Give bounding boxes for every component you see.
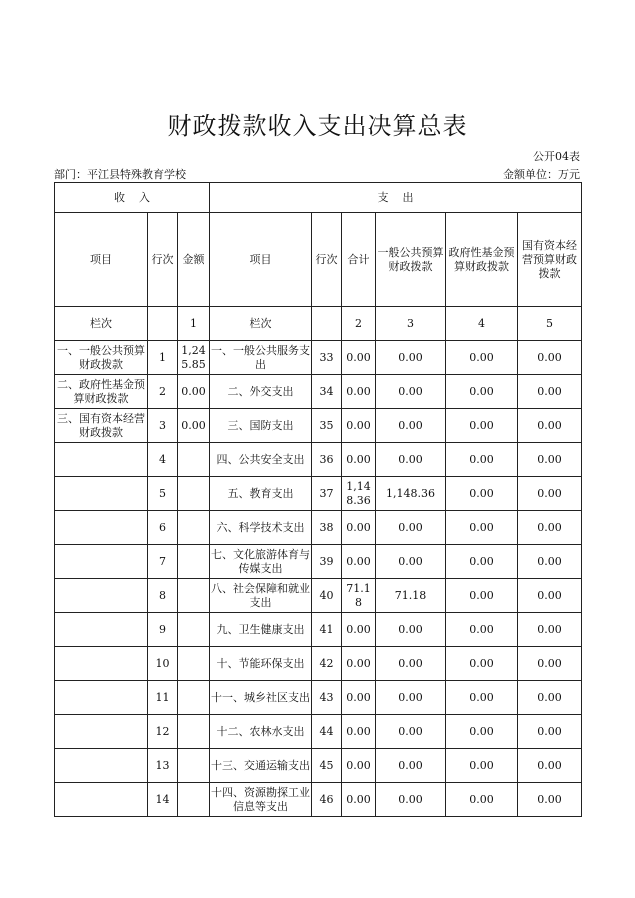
income-item [55, 715, 148, 749]
income-item: 二、政府性基金预算财政拨款 [55, 375, 148, 409]
income-amount [178, 715, 210, 749]
total-value: 0.00 [342, 613, 376, 647]
expense-item: 十、节能环保支出 [210, 647, 312, 681]
income-line: 7 [148, 545, 178, 579]
income-line: 8 [148, 579, 178, 613]
general-value: 0.00 [376, 443, 446, 477]
income-amount [178, 783, 210, 817]
income-amount [178, 545, 210, 579]
income-line: 14 [148, 783, 178, 817]
income-amount [178, 647, 210, 681]
table-row [55, 715, 582, 749]
income-amount [178, 511, 210, 545]
table-row [55, 409, 582, 443]
expense-item: 十二、农林水支出 [210, 715, 312, 749]
expense-item: 十三、交通运输支出 [210, 749, 312, 783]
general-value: 0.00 [376, 511, 446, 545]
col-line-expense: 行次 [312, 213, 342, 307]
expense-item: 八、社会保障和就业支出 [210, 579, 312, 613]
expense-line: 43 [312, 681, 342, 715]
table-row [55, 749, 582, 783]
page-title: 财政拨款收入支出决算总表 [167, 112, 468, 140]
col-number-blank [148, 307, 178, 341]
col-number-blank-2 [312, 307, 342, 341]
expense-item: 四、公共安全支出 [210, 443, 312, 477]
income-line: 11 [148, 681, 178, 715]
income-amount [178, 443, 210, 477]
fund-value: 0.00 [446, 647, 518, 681]
table-row [55, 783, 582, 817]
income-item [55, 749, 148, 783]
income-amount: 0.00 [178, 409, 210, 443]
income-line: 12 [148, 715, 178, 749]
fund-value: 0.00 [446, 749, 518, 783]
fund-value: 0.00 [446, 613, 518, 647]
general-value: 0.00 [376, 715, 446, 749]
general-value: 0.00 [376, 647, 446, 681]
income-item [55, 783, 148, 817]
state-value: 0.00 [518, 715, 582, 749]
expense-line: 44 [312, 715, 342, 749]
table-row [55, 477, 582, 511]
fund-value: 0.00 [446, 783, 518, 817]
table-row [55, 375, 582, 409]
income-header: 收 入 [55, 183, 210, 213]
expense-item: 五、教育支出 [210, 477, 312, 511]
fund-value: 0.00 [446, 375, 518, 409]
expense-item: 十四、资源勘探工业信息等支出 [210, 783, 312, 817]
general-value: 0.00 [376, 409, 446, 443]
expense-line: 45 [312, 749, 342, 783]
expense-line: 36 [312, 443, 342, 477]
expense-line: 46 [312, 783, 342, 817]
col-number-label-2: 栏次 [210, 307, 312, 341]
expense-item: 一、一般公共服务支出 [210, 341, 312, 375]
total-value: 0.00 [342, 681, 376, 715]
income-item [55, 443, 148, 477]
total-value: 0.00 [342, 443, 376, 477]
income-item: 三、国有资本经营财政拨款 [55, 409, 148, 443]
total-value: 0.00 [342, 783, 376, 817]
total-value: 0.00 [342, 545, 376, 579]
col-number-5: 5 [518, 307, 582, 341]
general-value: 71.18 [376, 579, 446, 613]
income-item [55, 613, 148, 647]
income-item [55, 647, 148, 681]
expense-item: 七、文化旅游体育与传媒支出 [210, 545, 312, 579]
expense-line: 35 [312, 409, 342, 443]
total-value: 0.00 [342, 715, 376, 749]
general-value: 0.00 [376, 749, 446, 783]
general-value: 0.00 [376, 681, 446, 715]
income-amount [178, 579, 210, 613]
expense-item: 九、卫生健康支出 [210, 613, 312, 647]
total-value: 0.00 [342, 749, 376, 783]
income-line: 13 [148, 749, 178, 783]
col-fund-budget: 政府性基金预算财政拨款 [446, 213, 518, 307]
state-value: 0.00 [518, 613, 582, 647]
fiscal-table [54, 182, 582, 817]
expense-line: 34 [312, 375, 342, 409]
department-label: 部门：平江县特殊教育学校 [54, 168, 186, 181]
total-value: 0.00 [342, 647, 376, 681]
col-amount: 金额 [178, 213, 210, 307]
col-number-label: 栏次 [55, 307, 148, 341]
col-total: 合计 [342, 213, 376, 307]
state-value: 0.00 [518, 681, 582, 715]
fund-value: 0.00 [446, 579, 518, 613]
income-line: 9 [148, 613, 178, 647]
income-item [55, 681, 148, 715]
general-value: 0.00 [376, 375, 446, 409]
table-row [55, 613, 582, 647]
expense-item: 十一、城乡社区支出 [210, 681, 312, 715]
income-line: 1 [148, 341, 178, 375]
expense-item: 二、外交支出 [210, 375, 312, 409]
col-number-1: 1 [178, 307, 210, 341]
fund-value: 0.00 [446, 341, 518, 375]
col-state-capital: 国有资本经营预算财政拨款 [518, 213, 582, 307]
income-item [55, 579, 148, 613]
income-line: 10 [148, 647, 178, 681]
income-line: 2 [148, 375, 178, 409]
state-value: 0.00 [518, 511, 582, 545]
fund-value: 0.00 [446, 511, 518, 545]
expense-line: 42 [312, 647, 342, 681]
col-item-income: 项目 [55, 213, 148, 307]
table-row [55, 511, 582, 545]
income-amount [178, 681, 210, 715]
general-value: 0.00 [376, 341, 446, 375]
total-value: 0.00 [342, 375, 376, 409]
expense-line: 33 [312, 341, 342, 375]
total-value: 71.18 [342, 579, 376, 613]
col-general-budget: 一般公共预算财政拨款 [376, 213, 446, 307]
expense-line: 38 [312, 511, 342, 545]
state-value: 0.00 [518, 443, 582, 477]
income-item [55, 545, 148, 579]
unit-label: 金额单位：万元 [503, 168, 580, 181]
income-amount: 1,245.85 [178, 341, 210, 375]
col-number-2: 2 [342, 307, 376, 341]
table-row [55, 443, 582, 477]
income-amount [178, 749, 210, 783]
column-number-row [55, 307, 582, 341]
table-row [55, 545, 582, 579]
state-value: 0.00 [518, 545, 582, 579]
income-line: 5 [148, 477, 178, 511]
total-value: 1,148.36 [342, 477, 376, 511]
income-amount: 0.00 [178, 375, 210, 409]
fund-value: 0.00 [446, 443, 518, 477]
col-line-income: 行次 [148, 213, 178, 307]
income-amount [178, 613, 210, 647]
state-value: 0.00 [518, 579, 582, 613]
col-number-3: 3 [376, 307, 446, 341]
total-value: 0.00 [342, 511, 376, 545]
state-value: 0.00 [518, 409, 582, 443]
table-row [55, 579, 582, 613]
expense-header: 支 出 [210, 183, 582, 213]
state-value: 0.00 [518, 783, 582, 817]
income-item [55, 477, 148, 511]
general-value: 0.00 [376, 613, 446, 647]
state-value: 0.00 [518, 341, 582, 375]
fund-value: 0.00 [446, 477, 518, 511]
expense-item: 六、科学技术支出 [210, 511, 312, 545]
general-value: 1,148.36 [376, 477, 446, 511]
general-value: 0.00 [376, 783, 446, 817]
income-item: 一、一般公共预算财政拨款 [55, 341, 148, 375]
expense-item: 三、国防支出 [210, 409, 312, 443]
fund-value: 0.00 [446, 545, 518, 579]
total-value: 0.00 [342, 341, 376, 375]
expense-line: 41 [312, 613, 342, 647]
state-value: 0.00 [518, 749, 582, 783]
expense-line: 40 [312, 579, 342, 613]
table-row [55, 681, 582, 715]
col-item-expense: 项目 [210, 213, 312, 307]
expense-line: 37 [312, 477, 342, 511]
fund-value: 0.00 [446, 409, 518, 443]
income-line: 4 [148, 443, 178, 477]
income-amount [178, 477, 210, 511]
state-value: 0.00 [518, 647, 582, 681]
expense-line: 39 [312, 545, 342, 579]
fund-value: 0.00 [446, 715, 518, 749]
state-value: 0.00 [518, 477, 582, 511]
form-code: 公开04表 [533, 150, 580, 163]
fund-value: 0.00 [446, 681, 518, 715]
state-value: 0.00 [518, 375, 582, 409]
total-value: 0.00 [342, 409, 376, 443]
table-row [55, 341, 582, 375]
income-line: 6 [148, 511, 178, 545]
income-line: 3 [148, 409, 178, 443]
general-value: 0.00 [376, 545, 446, 579]
table-row [55, 647, 582, 681]
col-number-4: 4 [446, 307, 518, 341]
income-item [55, 511, 148, 545]
